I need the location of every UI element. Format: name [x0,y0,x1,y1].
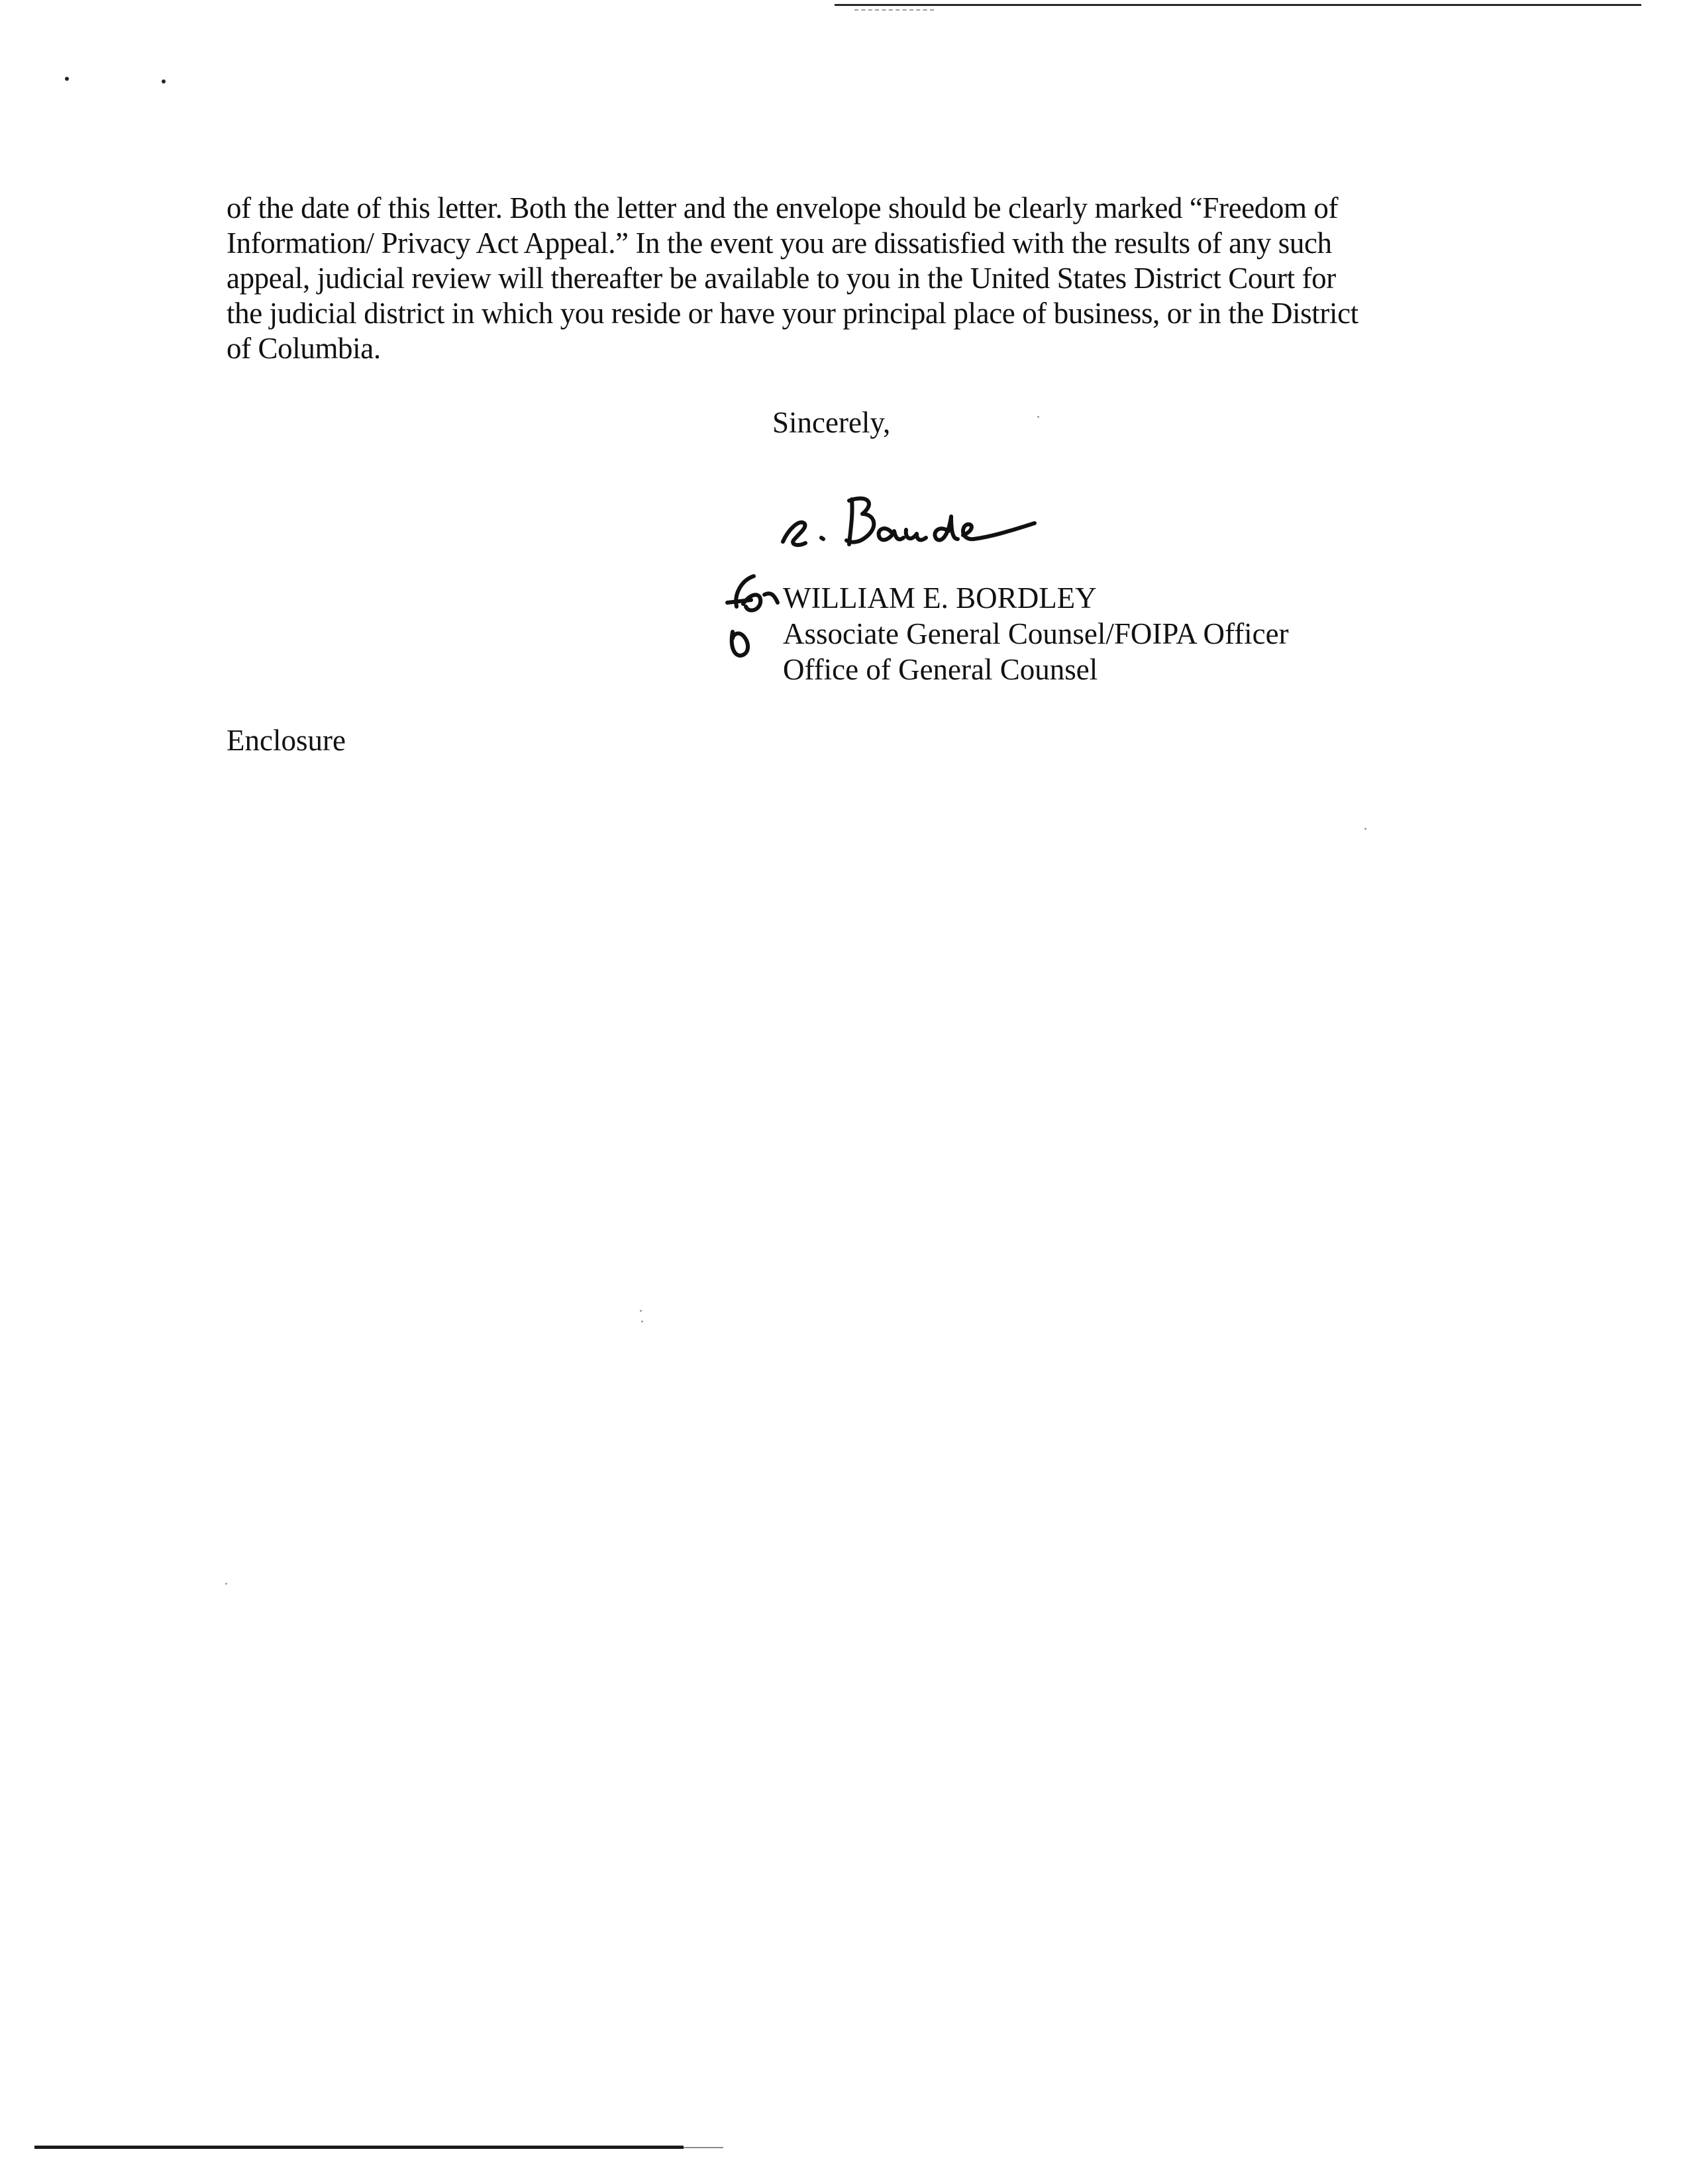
scan-speck [641,1320,643,1322]
paragraph-line: Information/ Privacy Act Appeal.” In the event you are dissatisfied with the results of any such [227,226,1332,260]
enclosure-label: Enclosure [227,724,346,757]
handwritten-for-mark [717,573,790,660]
scan-edge-dash-top [854,9,934,11]
scan-dot [65,77,69,81]
closing-salutation: Sincerely, [772,406,891,439]
scan-edge-line-bottom [34,2146,684,2149]
handwritten-signature [775,477,1053,556]
scan-edge-line-top [835,4,1641,6]
scan-speck [1037,416,1039,418]
signer-title: Associate General Counsel/FOIPA Officer [783,617,1289,650]
signer-office: Office of General Counsel [783,653,1098,686]
closing-paragraph [227,191,1432,366]
scan-speck [225,1583,227,1585]
scan-edge-line-bottom-tail [684,2147,723,2148]
paragraph-line: of Columbia. [227,332,381,365]
paragraph-line: the judicial district in which you reside or have your principal place of business, or in the District [227,297,1358,330]
signer-name: WILLIAM E. BORDLEY [783,581,1097,615]
scan-speck [640,1310,642,1312]
scan-speck [1364,828,1366,830]
scan-dot [162,79,166,83]
signer-block [783,580,1289,687]
paragraph-line: appeal, judicial review will thereafter be available to you in the United States District Court for [227,262,1336,295]
paragraph-line: of the date of this letter. Both the letter and the envelope should be clearly marked “Freedom of [227,191,1339,224]
